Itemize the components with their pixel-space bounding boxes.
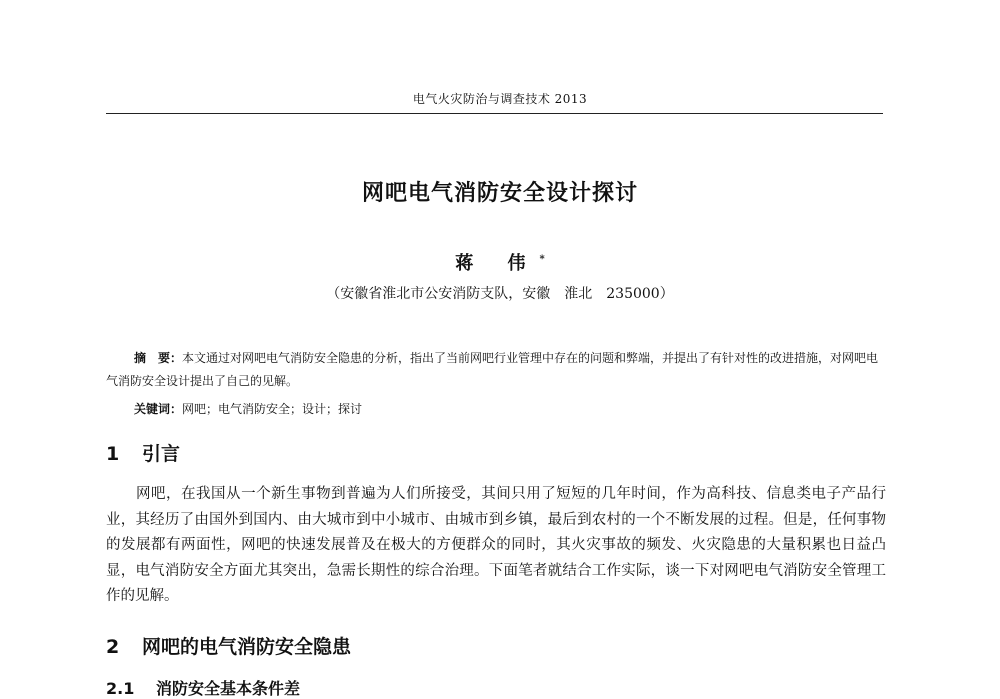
body-paragraph: 网吧，在我国从一个新生事物到普遍为人们所接受，其间只用了短短的几年时间，作为高科技、信息类电子产品行业，其经历了由国外到国内、由大城市到中小城市、由城市到乡镇，最后到农村的一个不断发展的过程。但是，任何事物的发展都有两面性，网吧的快速发展普及在极大的方便群众的同时，其火灾事故的频发、火灾隐患的大量积累也日益凸显，电气消防安全方面尤其突出，急需长期性的综合治理。下面笔者就结合工作实际，谈一下对网吧电气消防安全管理工作的见解。	[106, 486, 886, 604]
section-heading-1	[106, 439, 180, 466]
author-footnote-mark: *	[539, 254, 545, 265]
section-title: 网吧的电气消防安全隐患	[142, 636, 352, 658]
author	[0, 249, 1000, 275]
abstract-label: 摘 要：	[134, 351, 183, 365]
keywords-label: 关键词：	[134, 402, 183, 416]
keywords-text: 网吧；电气消防安全；设计；探讨	[182, 402, 363, 416]
section-heading-2	[106, 632, 351, 659]
author-name: 蒋 伟	[455, 253, 540, 274]
running-head: 电气火灾防治与调查技术 2013	[412, 92, 588, 106]
subsection-title: 消防安全基本条件差	[156, 679, 301, 698]
paper-title: 网吧电气消防安全设计探讨	[361, 180, 638, 206]
affiliation: （安徽省淮北市公安消防支队，安徽 淮北 235000）	[326, 286, 674, 302]
abstract-text: 本文通过对网吧电气消防安全隐患的分析，指出了当前网吧行业管理中存在的问题和弊端，并提出了有针对性的改进措施，对网吧电气消防安全设计提出了自己的见解。	[106, 351, 879, 388]
section-number: 2	[106, 636, 120, 658]
header-rule	[106, 113, 883, 114]
keywords	[134, 400, 362, 417]
abstract	[106, 347, 886, 393]
section-number: 1	[106, 443, 120, 465]
section-title: 引言	[142, 443, 181, 465]
subsection-heading	[106, 676, 300, 699]
subsection-number: 2.1	[106, 679, 135, 698]
